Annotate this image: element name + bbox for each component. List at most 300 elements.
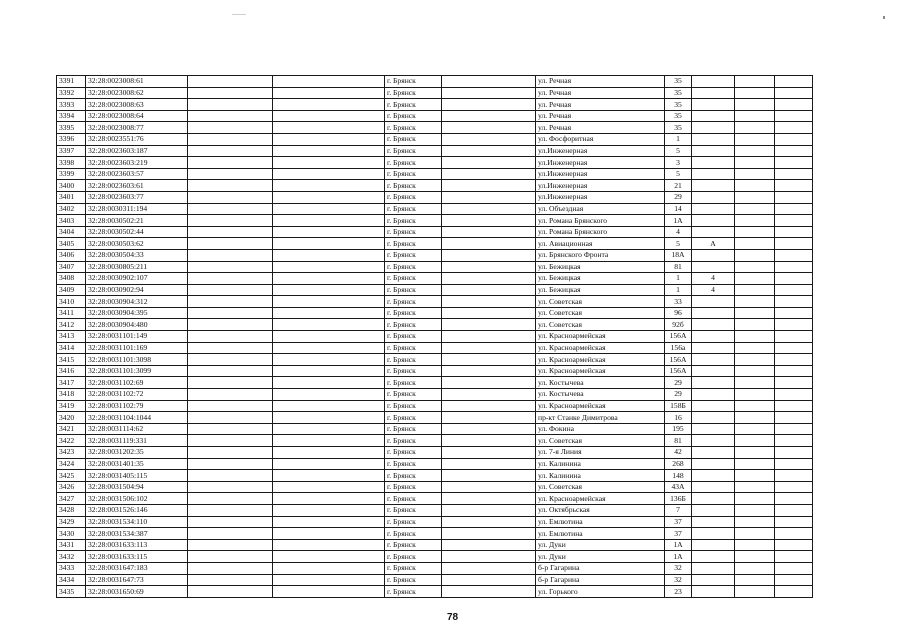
cell-house-number: 1: [665, 284, 692, 296]
table-row: [57, 516, 813, 528]
cell-cadastral-number: 32:28:0030904:312: [86, 296, 188, 308]
cell-col-6: [442, 412, 536, 424]
cell-col-10: [735, 157, 775, 169]
cell-street: ул. Красноармейская: [536, 493, 665, 505]
cell-building-suffix: [692, 574, 735, 586]
cell-col-4: [273, 168, 385, 180]
cell-col-4: [273, 447, 385, 459]
cell-building-suffix: [692, 249, 735, 261]
page-number: 78: [446, 612, 459, 623]
cell-col-11: [775, 354, 813, 366]
cell-col-4: [273, 354, 385, 366]
cell-col-10: [735, 423, 775, 435]
table-row: [57, 528, 813, 540]
scan-mark: [232, 14, 246, 15]
cell-street: ул. Красноармейская: [536, 365, 665, 377]
cell-building-suffix: [692, 342, 735, 354]
cell-row-number: 3402: [57, 203, 86, 215]
cell-cadastral-number: 32:28:0030902:94: [86, 284, 188, 296]
cell-house-number: 29: [665, 191, 692, 203]
cell-cadastral-number: 32:28:0031102:69: [86, 377, 188, 389]
cell-col-11: [775, 481, 813, 493]
cell-building-suffix: [692, 133, 735, 145]
cell-building-suffix: [692, 76, 735, 88]
table-row: [57, 342, 813, 354]
table-row: [57, 377, 813, 389]
cell-col-6: [442, 76, 536, 88]
cell-house-number: 156а: [665, 342, 692, 354]
cell-col-10: [735, 110, 775, 122]
cell-col-6: [442, 354, 536, 366]
cell-col-10: [735, 99, 775, 111]
cell-building-suffix: [692, 319, 735, 331]
cell-city: г. Брянск: [385, 528, 442, 540]
cell-col-11: [775, 528, 813, 540]
cell-col-3: [188, 180, 273, 192]
table-row: [57, 215, 813, 227]
cell-col-4: [273, 203, 385, 215]
cell-street: ул. Речная: [536, 122, 665, 134]
cell-city: г. Брянск: [385, 110, 442, 122]
cell-col-11: [775, 145, 813, 157]
cell-cadastral-number: 32:28:0023008:62: [86, 87, 188, 99]
cell-col-4: [273, 284, 385, 296]
cell-col-6: [442, 562, 536, 574]
cell-col-3: [188, 122, 273, 134]
cell-building-suffix: [692, 226, 735, 238]
cell-house-number: 1А: [665, 539, 692, 551]
cell-row-number: 3420: [57, 412, 86, 424]
table-row: [57, 365, 813, 377]
cell-city: г. Брянск: [385, 76, 442, 88]
cell-city: г. Брянск: [385, 562, 442, 574]
cell-cadastral-number: 32:28:0030902:107: [86, 273, 188, 285]
cell-building-suffix: [692, 331, 735, 343]
cell-house-number: 1: [665, 273, 692, 285]
cell-col-6: [442, 331, 536, 343]
cell-house-number: 33: [665, 296, 692, 308]
cell-cadastral-number: 32:28:0031102:79: [86, 400, 188, 412]
table-row: [57, 481, 813, 493]
cell-cadastral-number: 32:28:0023008:63: [86, 99, 188, 111]
cell-col-11: [775, 273, 813, 285]
cell-row-number: 3396: [57, 133, 86, 145]
cell-col-3: [188, 191, 273, 203]
table-row: [57, 562, 813, 574]
cell-col-11: [775, 331, 813, 343]
table-row: [57, 168, 813, 180]
table-row: [57, 470, 813, 482]
table-row: [57, 249, 813, 261]
cell-building-suffix: [692, 504, 735, 516]
cell-row-number: 3419: [57, 400, 86, 412]
cell-col-11: [775, 539, 813, 551]
cell-street: ул. Объездная: [536, 203, 665, 215]
cell-building-suffix: [692, 296, 735, 308]
cell-col-4: [273, 238, 385, 250]
cell-col-3: [188, 249, 273, 261]
table-row: [57, 273, 813, 285]
cell-col-11: [775, 307, 813, 319]
cell-city: г. Брянск: [385, 377, 442, 389]
cell-building-suffix: [692, 423, 735, 435]
cell-building-suffix: [692, 470, 735, 482]
cell-street: ул. Авиационная: [536, 238, 665, 250]
cell-house-number: 37: [665, 528, 692, 540]
cell-col-3: [188, 342, 273, 354]
cell-cadastral-number: 32:28:0031119:331: [86, 435, 188, 447]
cell-row-number: 3423: [57, 447, 86, 459]
cell-cadastral-number: 32:28:0031526:146: [86, 504, 188, 516]
cell-building-suffix: [692, 157, 735, 169]
cell-building-suffix: [692, 377, 735, 389]
cell-row-number: 3421: [57, 423, 86, 435]
cell-city: г. Брянск: [385, 342, 442, 354]
cell-city: г. Брянск: [385, 400, 442, 412]
cell-col-4: [273, 226, 385, 238]
cell-street: ул. Речная: [536, 76, 665, 88]
cell-col-3: [188, 539, 273, 551]
cell-col-3: [188, 226, 273, 238]
cell-col-3: [188, 528, 273, 540]
cell-col-3: [188, 110, 273, 122]
cell-row-number: 3391: [57, 76, 86, 88]
cell-row-number: 3434: [57, 574, 86, 586]
cell-col-4: [273, 423, 385, 435]
cell-row-number: 3410: [57, 296, 86, 308]
cell-house-number: 195: [665, 423, 692, 435]
cell-house-number: 37: [665, 516, 692, 528]
cell-col-3: [188, 157, 273, 169]
cell-col-6: [442, 203, 536, 215]
cell-col-6: [442, 435, 536, 447]
cell-cadastral-number: 32:28:0023603:77: [86, 191, 188, 203]
cell-col-10: [735, 296, 775, 308]
cell-col-6: [442, 307, 536, 319]
cell-cadastral-number: 32:28:0031647:183: [86, 562, 188, 574]
cell-cadastral-number: 32:28:0023603:57: [86, 168, 188, 180]
cell-cadastral-number: 32:28:0023603:187: [86, 145, 188, 157]
cell-col-6: [442, 122, 536, 134]
cell-col-11: [775, 168, 813, 180]
cell-cadastral-number: 32:28:0031101:3098: [86, 354, 188, 366]
cell-house-number: 29: [665, 377, 692, 389]
register-table-body: [57, 76, 813, 598]
cell-col-6: [442, 458, 536, 470]
table-row: [57, 226, 813, 238]
cell-col-10: [735, 551, 775, 563]
cell-street: ул.Инженерная: [536, 157, 665, 169]
cell-cadastral-number: 32:28:0031506:102: [86, 493, 188, 505]
cell-city: г. Брянск: [385, 249, 442, 261]
cell-city: г. Брянск: [385, 87, 442, 99]
cell-col-11: [775, 226, 813, 238]
cell-col-11: [775, 412, 813, 424]
cell-city: г. Брянск: [385, 284, 442, 296]
cell-col-11: [775, 284, 813, 296]
cell-house-number: 148: [665, 470, 692, 482]
cell-col-6: [442, 377, 536, 389]
cell-col-10: [735, 331, 775, 343]
cell-col-6: [442, 574, 536, 586]
cell-col-4: [273, 342, 385, 354]
cell-row-number: 3408: [57, 273, 86, 285]
table-row: [57, 331, 813, 343]
cell-row-number: 3414: [57, 342, 86, 354]
cell-house-number: 42: [665, 447, 692, 459]
cell-cadastral-number: 32:28:0023603:219: [86, 157, 188, 169]
cell-col-10: [735, 122, 775, 134]
cell-building-suffix: 4: [692, 284, 735, 296]
cell-cadastral-number: 32:28:0030904:395: [86, 307, 188, 319]
cell-street: ул. Бежицкая: [536, 261, 665, 273]
cell-col-3: [188, 215, 273, 227]
table-row: [57, 76, 813, 88]
cell-col-10: [735, 493, 775, 505]
cell-building-suffix: [692, 412, 735, 424]
cell-street: ул. Горького: [536, 586, 665, 598]
cell-city: г. Брянск: [385, 458, 442, 470]
cell-col-4: [273, 191, 385, 203]
table-row: [57, 412, 813, 424]
cell-row-number: 3405: [57, 238, 86, 250]
cell-house-number: 3: [665, 157, 692, 169]
cell-col-10: [735, 203, 775, 215]
cell-col-11: [775, 365, 813, 377]
cell-house-number: 268: [665, 458, 692, 470]
cell-col-6: [442, 191, 536, 203]
cell-col-4: [273, 551, 385, 563]
cell-col-10: [735, 191, 775, 203]
cell-house-number: 35: [665, 76, 692, 88]
cell-col-11: [775, 191, 813, 203]
cell-city: г. Брянск: [385, 331, 442, 343]
cell-building-suffix: [692, 447, 735, 459]
cell-city: г. Брянск: [385, 412, 442, 424]
cell-col-4: [273, 145, 385, 157]
cell-col-6: [442, 157, 536, 169]
cell-city: г. Брянск: [385, 389, 442, 401]
cell-col-10: [735, 273, 775, 285]
cell-house-number: 18А: [665, 249, 692, 261]
cell-building-suffix: 4: [692, 273, 735, 285]
cell-building-suffix: [692, 562, 735, 574]
cell-street: ул. Бежицкая: [536, 273, 665, 285]
cell-cadastral-number: 32:28:0031633:115: [86, 551, 188, 563]
cell-house-number: 43А: [665, 481, 692, 493]
cell-col-4: [273, 319, 385, 331]
cell-building-suffix: [692, 203, 735, 215]
cell-col-6: [442, 400, 536, 412]
cell-street: ул.Инженерная: [536, 191, 665, 203]
cell-row-number: 3430: [57, 528, 86, 540]
cell-col-6: [442, 481, 536, 493]
cell-col-6: [442, 273, 536, 285]
cell-col-3: [188, 145, 273, 157]
cell-house-number: 1А: [665, 551, 692, 563]
cell-city: г. Брянск: [385, 539, 442, 551]
cell-street: пр-кт Станке Димитрова: [536, 412, 665, 424]
table-row: [57, 157, 813, 169]
cell-col-10: [735, 319, 775, 331]
cell-building-suffix: [692, 528, 735, 540]
cell-street: ул. Советская: [536, 481, 665, 493]
cell-col-11: [775, 133, 813, 145]
cell-house-number: 92б: [665, 319, 692, 331]
cell-building-suffix: А: [692, 238, 735, 250]
cell-col-4: [273, 458, 385, 470]
cell-col-3: [188, 481, 273, 493]
cell-col-6: [442, 296, 536, 308]
cell-house-number: 35: [665, 87, 692, 99]
cell-row-number: 3427: [57, 493, 86, 505]
cell-city: г. Брянск: [385, 447, 442, 459]
cell-col-4: [273, 481, 385, 493]
cell-street: ул. Костычева: [536, 377, 665, 389]
cell-street: ул. Красноармейская: [536, 354, 665, 366]
cell-building-suffix: [692, 191, 735, 203]
cell-col-4: [273, 87, 385, 99]
cell-col-3: [188, 389, 273, 401]
cell-col-11: [775, 504, 813, 516]
cell-col-11: [775, 238, 813, 250]
cell-col-10: [735, 180, 775, 192]
table-row: [57, 110, 813, 122]
cell-col-6: [442, 493, 536, 505]
cell-col-10: [735, 76, 775, 88]
table-row: [57, 423, 813, 435]
cell-col-6: [442, 551, 536, 563]
cell-city: г. Брянск: [385, 145, 442, 157]
cell-col-11: [775, 110, 813, 122]
cell-col-11: [775, 458, 813, 470]
cell-street: б-р Гагарина: [536, 574, 665, 586]
cell-city: г. Брянск: [385, 435, 442, 447]
cell-house-number: 5: [665, 145, 692, 157]
cell-city: г. Брянск: [385, 238, 442, 250]
cell-row-number: 3403: [57, 215, 86, 227]
cell-house-number: 96: [665, 307, 692, 319]
cell-house-number: 81: [665, 261, 692, 273]
cell-col-4: [273, 122, 385, 134]
cell-col-11: [775, 470, 813, 482]
cell-col-6: [442, 238, 536, 250]
cell-house-number: 156А: [665, 365, 692, 377]
cell-col-6: [442, 516, 536, 528]
cell-row-number: 3404: [57, 226, 86, 238]
cell-row-number: 3428: [57, 504, 86, 516]
cell-row-number: 3400: [57, 180, 86, 192]
table-row: [57, 354, 813, 366]
cell-col-11: [775, 389, 813, 401]
cell-col-6: [442, 99, 536, 111]
cell-col-4: [273, 76, 385, 88]
cell-row-number: 3417: [57, 377, 86, 389]
cell-col-11: [775, 215, 813, 227]
table-row: [57, 319, 813, 331]
cell-building-suffix: [692, 516, 735, 528]
cell-building-suffix: [692, 145, 735, 157]
cell-col-11: [775, 516, 813, 528]
cell-row-number: 3392: [57, 87, 86, 99]
cell-col-3: [188, 76, 273, 88]
cell-city: г. Брянск: [385, 99, 442, 111]
cell-cadastral-number: 32:28:0031104:1044: [86, 412, 188, 424]
cell-col-6: [442, 168, 536, 180]
cell-house-number: 1А: [665, 215, 692, 227]
cell-col-4: [273, 157, 385, 169]
cell-col-6: [442, 342, 536, 354]
cell-row-number: 3395: [57, 122, 86, 134]
cell-col-11: [775, 99, 813, 111]
cell-cadastral-number: 32:28:0023008:61: [86, 76, 188, 88]
cell-cadastral-number: 32:28:0031405:115: [86, 470, 188, 482]
cell-row-number: 3422: [57, 435, 86, 447]
cell-cadastral-number: 32:28:0031101:3099: [86, 365, 188, 377]
cell-row-number: 3407: [57, 261, 86, 273]
table-row: [57, 238, 813, 250]
cell-street: ул. Калинина: [536, 470, 665, 482]
cell-house-number: 1: [665, 133, 692, 145]
cell-col-4: [273, 99, 385, 111]
cell-cadastral-number: 32:28:0030502:44: [86, 226, 188, 238]
cell-street: ул. Дуки: [536, 539, 665, 551]
cell-city: г. Брянск: [385, 226, 442, 238]
cell-col-4: [273, 110, 385, 122]
cell-col-3: [188, 203, 273, 215]
cell-col-10: [735, 470, 775, 482]
cell-row-number: 3399: [57, 168, 86, 180]
cell-col-3: [188, 493, 273, 505]
cell-row-number: 3429: [57, 516, 86, 528]
cell-city: г. Брянск: [385, 122, 442, 134]
cell-building-suffix: [692, 168, 735, 180]
table-row: [57, 400, 813, 412]
cell-cadastral-number: 32:28:0031504:94: [86, 481, 188, 493]
cell-building-suffix: [692, 354, 735, 366]
cell-street: ул. Советская: [536, 296, 665, 308]
cell-col-10: [735, 284, 775, 296]
cell-house-number: 5: [665, 238, 692, 250]
cell-city: г. Брянск: [385, 191, 442, 203]
cell-house-number: 35: [665, 99, 692, 111]
cell-street: ул. Бежицкая: [536, 284, 665, 296]
cell-col-4: [273, 516, 385, 528]
cell-col-4: [273, 215, 385, 227]
cell-house-number: 16: [665, 412, 692, 424]
cell-building-suffix: [692, 99, 735, 111]
cell-col-11: [775, 551, 813, 563]
cell-row-number: 3431: [57, 539, 86, 551]
cell-street: ул. Калинина: [536, 458, 665, 470]
cell-col-3: [188, 516, 273, 528]
cell-col-10: [735, 562, 775, 574]
cell-col-11: [775, 180, 813, 192]
cell-row-number: 3406: [57, 249, 86, 261]
cell-col-4: [273, 331, 385, 343]
cell-city: г. Брянск: [385, 586, 442, 598]
cell-row-number: 3415: [57, 354, 86, 366]
cell-street: ул. Октябрьская: [536, 504, 665, 516]
cell-building-suffix: [692, 389, 735, 401]
cell-col-6: [442, 261, 536, 273]
cell-col-4: [273, 539, 385, 551]
cell-col-4: [273, 412, 385, 424]
cell-cadastral-number: 32:28:0030502:21: [86, 215, 188, 227]
cell-row-number: 3413: [57, 331, 86, 343]
cell-row-number: 3393: [57, 99, 86, 111]
cell-col-11: [775, 377, 813, 389]
